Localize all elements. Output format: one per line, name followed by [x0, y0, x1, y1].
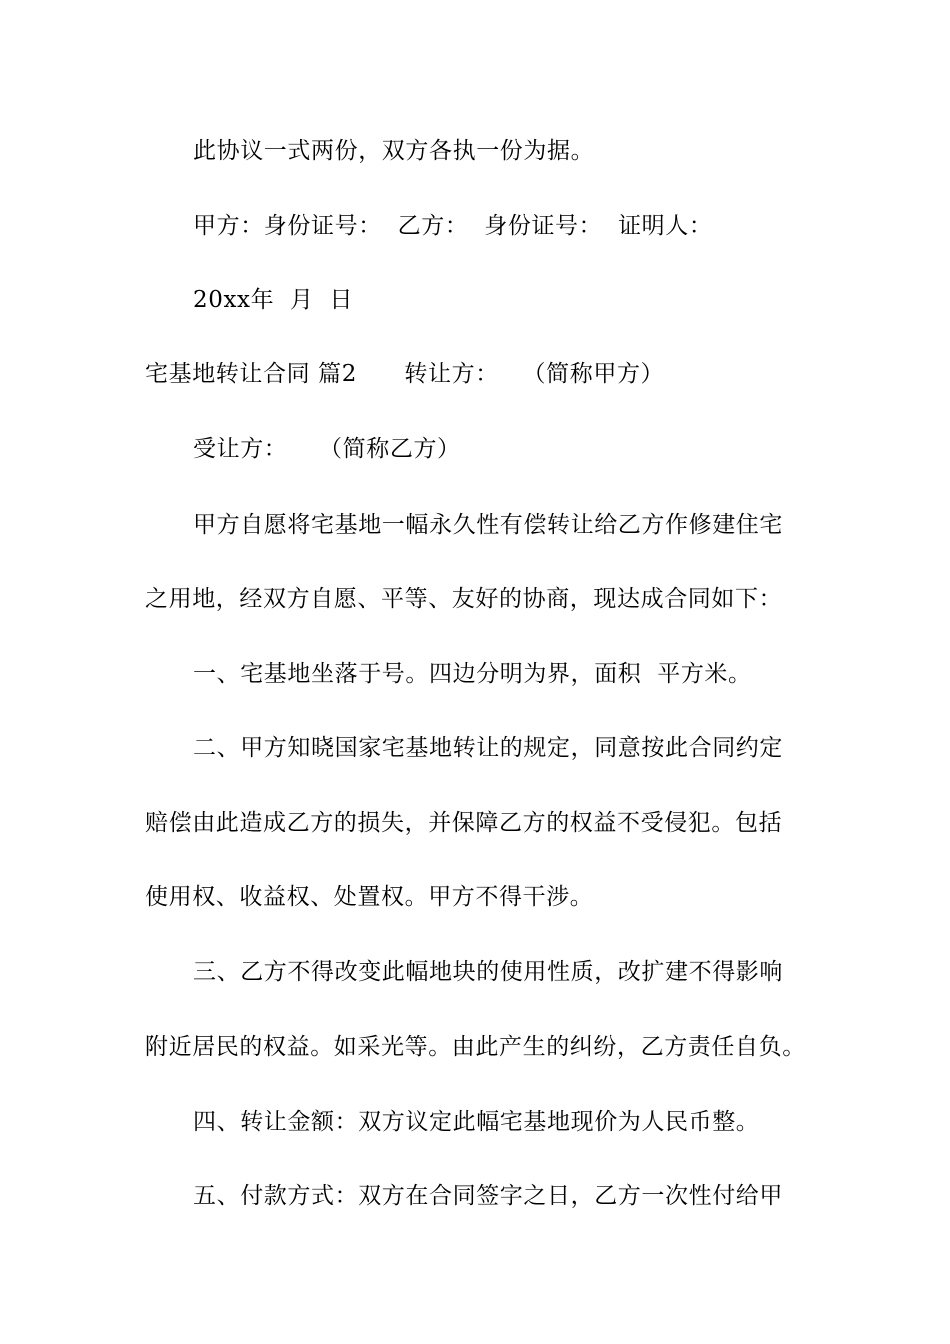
date-line: 20xx年 月 日 [193, 287, 354, 313]
clause-2-line: 二、甲方知晓国家宅基地转让的规定，同意按此合同约定 [193, 735, 783, 761]
clause-3-line: 附近居民的权益。如采光等。由此产生的纠纷，乙方责任自负。 [145, 1034, 806, 1060]
signature-fields-line: 甲方：身份证号： 乙方： 身份证号： 证明人： [193, 213, 713, 239]
clause-2-line: 使用权、收益权、处置权。甲方不得干涉。 [145, 884, 594, 910]
transferee-line: 受让方： （简称乙方） [193, 436, 461, 462]
clause-4-line: 四、转让金额：双方议定此幅宅基地现价为人民币整。 [193, 1109, 760, 1135]
clause-2-line: 赔偿由此造成乙方的损失，并保障乙方的权益不受侵犯。包括 [145, 810, 783, 836]
agreement-copies-line: 此协议一式两份，双方各执一份为据。 [193, 138, 595, 164]
clause-1-line: 一、宅基地坐落于号。四边分明为界，面积 平方米。 [193, 661, 752, 687]
contract-title-line: 宅基地转让合同 篇2 转让方： （简称甲方） [145, 361, 665, 387]
paragraph-line: 甲方自愿将宅基地一幅永久性有偿转让给乙方作修建住宅 [193, 512, 783, 538]
clause-5-line: 五、付款方式：双方在合同签字之日，乙方一次性付给甲 [193, 1183, 783, 1209]
clause-3-line: 三、乙方不得改变此幅地块的使用性质，改扩建不得影响 [193, 959, 783, 985]
paragraph-line: 之用地，经双方自愿、平等、友好的协商，现达成合同如下： [145, 586, 783, 612]
